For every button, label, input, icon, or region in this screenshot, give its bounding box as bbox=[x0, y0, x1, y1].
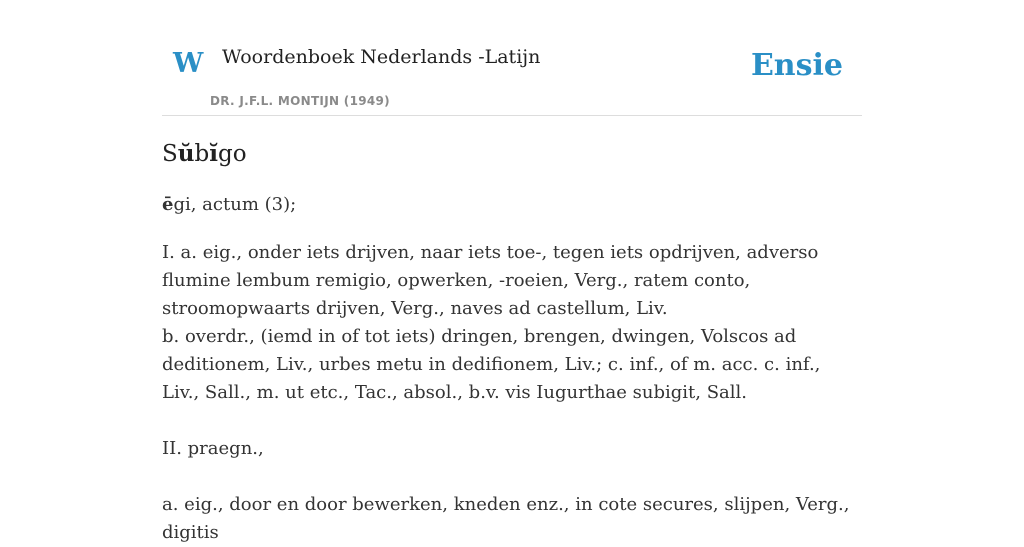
page bbox=[162, 0, 862, 543]
definition-line: I. a. eig., onder iets drijven, naar iets toe-, tegen iets opdrijven, adverso flumine lembum remigio, opwerken, -roeien, Verg., ratem conto, stroomopwaarts drijven, Verg., naves ad castellum, Liv. bbox=[162, 242, 819, 319]
principal-parts-first: ē bbox=[162, 194, 174, 215]
paragraph-gap bbox=[162, 463, 862, 491]
header bbox=[162, 0, 862, 116]
principal-parts-rest: gi, actum (3); bbox=[173, 194, 297, 215]
headword-part: go bbox=[217, 141, 247, 167]
principal-parts bbox=[162, 194, 296, 215]
headword-part: ĭ bbox=[209, 140, 218, 167]
ensie-logo-link[interactable]: Ensie bbox=[750, 48, 843, 83]
book-author: DR. J.F.L. MONTIJN (1949) bbox=[210, 94, 390, 108]
book-logo[interactable]: W bbox=[173, 48, 204, 79]
paragraph-gap bbox=[162, 407, 862, 435]
headword bbox=[162, 140, 247, 167]
headword-part: S bbox=[162, 141, 178, 167]
definition-line: b. overdr., (iemd in of tot iets) dringen, brengen, dwingen, Volscos ad deditionem, Liv., urbes metu in dedifionem, Liv.; c. inf., of m. acc. c. inf., Liv., Sall., m. ut etc., Tac., absol., b.v. vis Iugurthae subigit, Sall. bbox=[162, 326, 821, 403]
headword-part: ŭ bbox=[177, 140, 195, 167]
definition-line: II. praegn., bbox=[162, 438, 264, 459]
definition-line: a. eig., door en door bewerken, kneden enz., in cote secures, slijpen, Verg., digitis bbox=[162, 494, 850, 543]
definition bbox=[162, 239, 862, 547]
book-title-link[interactable]: Woordenboek Nederlands -Latijn bbox=[222, 46, 541, 68]
headword-part: b bbox=[194, 141, 210, 167]
